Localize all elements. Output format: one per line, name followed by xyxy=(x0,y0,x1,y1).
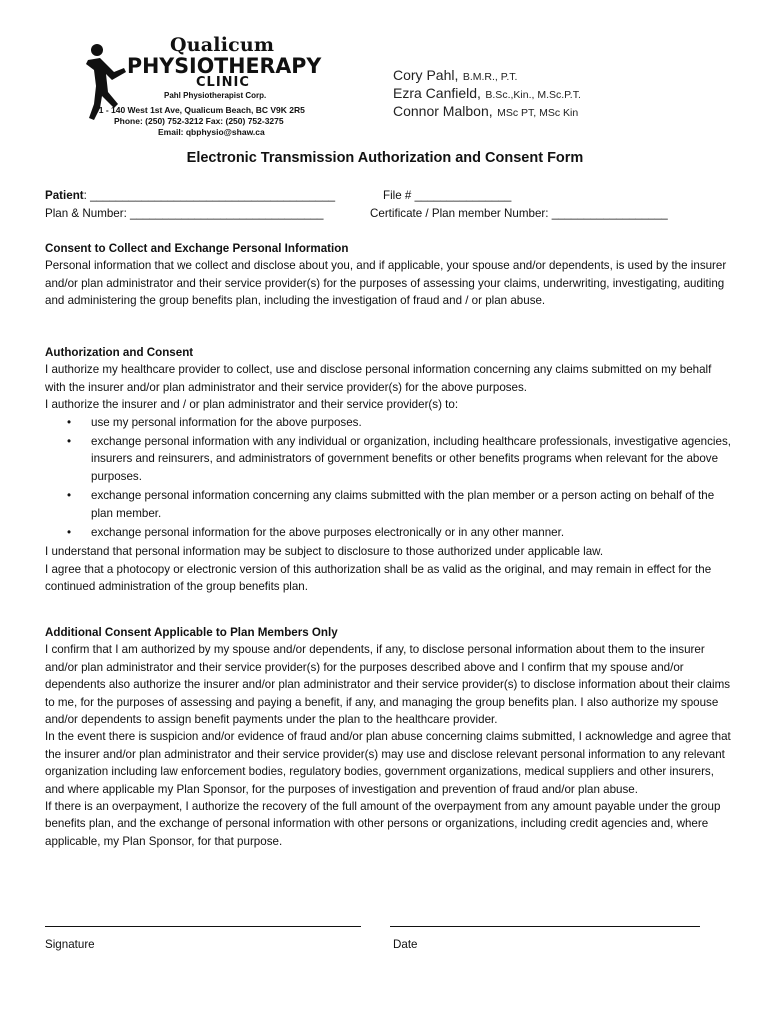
bullet-icon: • xyxy=(67,489,72,503)
list-item: • exchange personal information for the above purposes electronically or in any other manner. xyxy=(67,524,735,541)
certificate-number-field[interactable]: Certificate / Plan member Number: __________________ xyxy=(370,207,668,220)
section-paragraph: I authorize the insurer and / or plan administrator and their service provider(s) to: xyxy=(45,398,459,412)
list-item: • use my personal information for the above purposes. xyxy=(67,414,735,431)
patient-field[interactable] xyxy=(45,187,335,204)
list-item: • exchange personal information with any individual or organization, including healthcare professionals, investigative agencies, insurers and reinsurers, and administrators of government benefits or other benefits programs when relevant for the above purposes. xyxy=(67,435,731,483)
signature-line[interactable] xyxy=(45,926,361,927)
staff-name: Ezra Canfield, xyxy=(393,85,481,101)
staff-credentials: B.M.R., P.T. xyxy=(462,71,518,83)
staff-member xyxy=(393,102,581,120)
section-heading: Additional Consent Applicable to Plan Members Only xyxy=(45,626,338,639)
staff-credentials: B.Sc.,Kin., M.Sc.P.T. xyxy=(485,89,581,101)
plan-number-field[interactable]: Plan & Number: ______________________________ xyxy=(45,207,324,220)
staff-name: Cory Pahl, xyxy=(393,67,459,83)
section-paragraph: I authorize my healthcare provider to collect, use and disclose personal information concerning any claims submitted on my behalf with the insurer and/or plan administrator and their service provider(s) for the above purposes. xyxy=(45,363,712,394)
bullet-icon: • xyxy=(67,415,72,429)
section-paragraph: I agree that a photocopy or electronic version of this authorization shall be as valid as the original, and may remain in effect for the continued administration of the group benefits plan. xyxy=(45,562,712,594)
authorization-section xyxy=(45,344,735,596)
list-item: • exchange personal information concerning any claims submitted with the plan member or a person acting on behalf of the plan member. xyxy=(67,489,715,520)
file-number-field[interactable]: File # _______________ xyxy=(383,189,512,202)
section-paragraph: I confirm that I am authorized by my spouse and/or dependents, if any, to disclose personal information about them to the insurer and/or plan administrator and their service provider(s) for the purposes described above and I confirm that my spouse and/or dependents also authorize the insurer and/or plan administrator and their service provider(s) to disclose information about their claims to me, for the purposes of assessing and paying a benefit, if any, and managing the group benefits plan. I also authorize my spouse and/or dependents to assign benefit payments under the plan to the healthcare provider. xyxy=(45,643,731,727)
signature-label: Signature xyxy=(45,938,95,951)
section-paragraph: If there is an overpayment, I authorize the recovery of the full amount of the overpayment from any amount payable under the group benefits plan, and the exchange of personal information with other persons or organizations, including credit agencies and, where applicable, my Plan Sponsor, for that purpose. xyxy=(45,800,721,848)
section-heading: Authorization and Consent xyxy=(45,346,194,359)
clinic-name-line2: PHYSIOTHERAPY xyxy=(127,54,322,78)
bullet-icon: • xyxy=(67,435,72,449)
staff-list xyxy=(393,66,581,120)
staff-member xyxy=(393,66,581,84)
clinic-name-line1: Qualicum xyxy=(170,34,275,56)
staff-credentials: MSc PT, MSc Kin xyxy=(497,107,579,119)
date-label: Date xyxy=(393,938,418,951)
clinic-phone: Phone: (250) 752-3212 Fax: (250) 752-3275 xyxy=(114,116,284,126)
bullet-icon: • xyxy=(67,526,72,540)
consent-collect-section xyxy=(45,240,735,310)
clinic-name-line3: CLINIC xyxy=(196,75,250,90)
authorization-bullets xyxy=(67,414,735,542)
additional-consent-section xyxy=(45,624,735,850)
patient-label: Patient xyxy=(45,189,84,202)
staff-name: Connor Malbon, xyxy=(393,103,493,119)
staff-member xyxy=(393,84,581,102)
section-heading: Consent to Collect and Exchange Personal Information xyxy=(45,242,349,255)
date-line[interactable] xyxy=(390,926,700,927)
clinic-email: Email: qbphysio@shaw.ca xyxy=(158,127,265,137)
section-paragraph: Personal information that we collect and disclose about you, and if applicable, your spouse and/or dependents, is used by the insurer and/or plan administrator and their service provider(s) for the purposes of assessing your claims, underwriting, investigating, auditing and administering the group benefits plan, including the investigation of fraud and / or plan abuse. xyxy=(45,259,727,308)
corp-name: Pahl Physiotherapist Corp. xyxy=(164,91,267,100)
section-paragraph: In the event there is suspicion and/or evidence of fraud and/or plan abuse concerning claims submitted, I acknowledge and agree that the insurer and/or plan administrator and their service provider(s) may use and disclose relevant personal information to any relevant organization including law enforcement bodies, regulatory bodies, government organizations, medical suppliers and other insurers, and where applicable my Plan Sponsor, for the purposes of investigation and prevention of fraud and/or plan abuse. xyxy=(45,730,731,796)
form-title: Electronic Transmission Authorization and Consent Form xyxy=(186,150,584,166)
clinic-address: #1 - 140 West 1st Ave, Qualicum Beach, BC V9K 2R5 xyxy=(94,105,305,115)
section-paragraph: I understand that personal information may be subject to disclosure to those authorized under applicable law. xyxy=(45,545,604,559)
patient-blank: : ______________________________________ xyxy=(83,189,336,202)
